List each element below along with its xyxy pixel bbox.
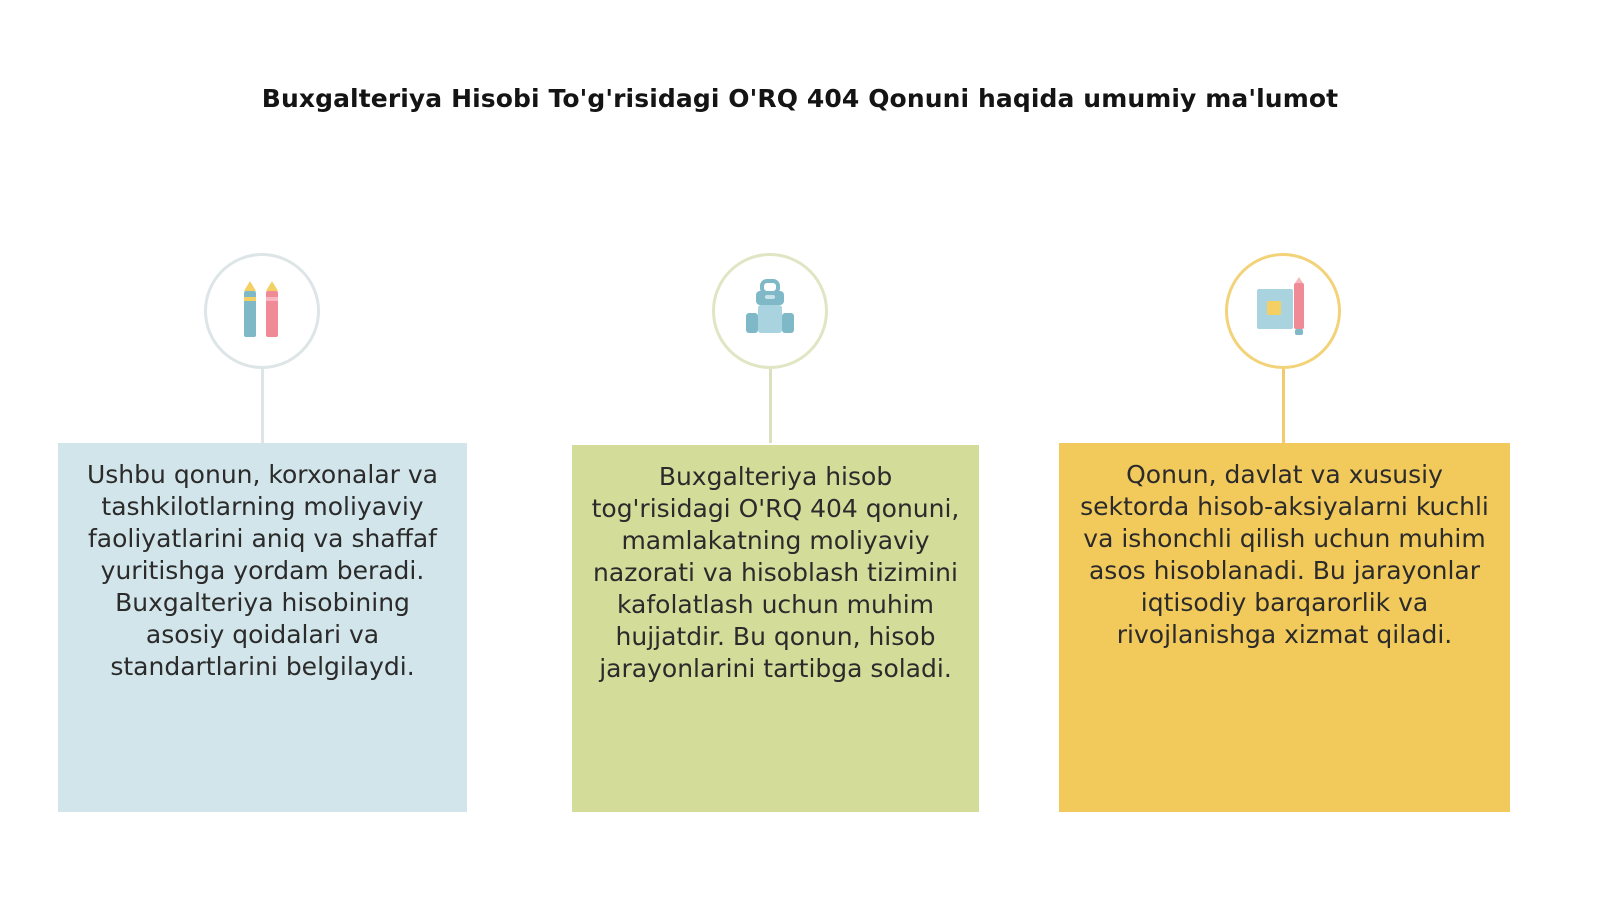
info-card-3	[1059, 443, 1510, 812]
backpack-icon	[738, 277, 802, 345]
info-card-1	[58, 443, 467, 812]
pencils-icon	[232, 277, 292, 345]
page-title: Buxgalteriya Hisobi To'g'risidagi O'RQ 404 Qonuni haqida umumiy ma'lumot	[261, 84, 1339, 113]
icon-circle-2	[712, 253, 828, 369]
card-text-2: Buxgalteriya hisob tog'risidagi O'RQ 404 qonuni, mamlakatning moliyaviy nazorati va hisoblash tizimini kafolatlash uchun muhim hujjatdir. Bu qonun, hisob jarayonlarini tartibga soladi.	[591, 462, 960, 683]
connector-line-3	[1282, 369, 1285, 443]
canvas-pencil-icon	[1251, 277, 1315, 345]
icon-circle-3	[1225, 253, 1341, 369]
info-card-2	[572, 445, 979, 812]
card-text-3: Qonun, davlat va xususiy sektorda hisob-aksiyalarni kuchli va ishonchli qilish uchun muhim asos hisoblanadi. Bu jarayonlar iqtisodiy barqarorlik va rivojlanishga xizmat qiladi.	[1080, 460, 1489, 649]
connector-line-2	[769, 369, 772, 443]
connector-line-1	[261, 369, 264, 443]
icon-circle-1	[204, 253, 320, 369]
card-text-1: Ushbu qonun, korxonalar va tashkilotlarning moliyaviy faoliyatlarini aniq va shaffaf yuritishga yordam beradi. Buxgalteriya hisobining asosiy qoidalari va standartlarini belgilaydi.	[86, 460, 438, 681]
